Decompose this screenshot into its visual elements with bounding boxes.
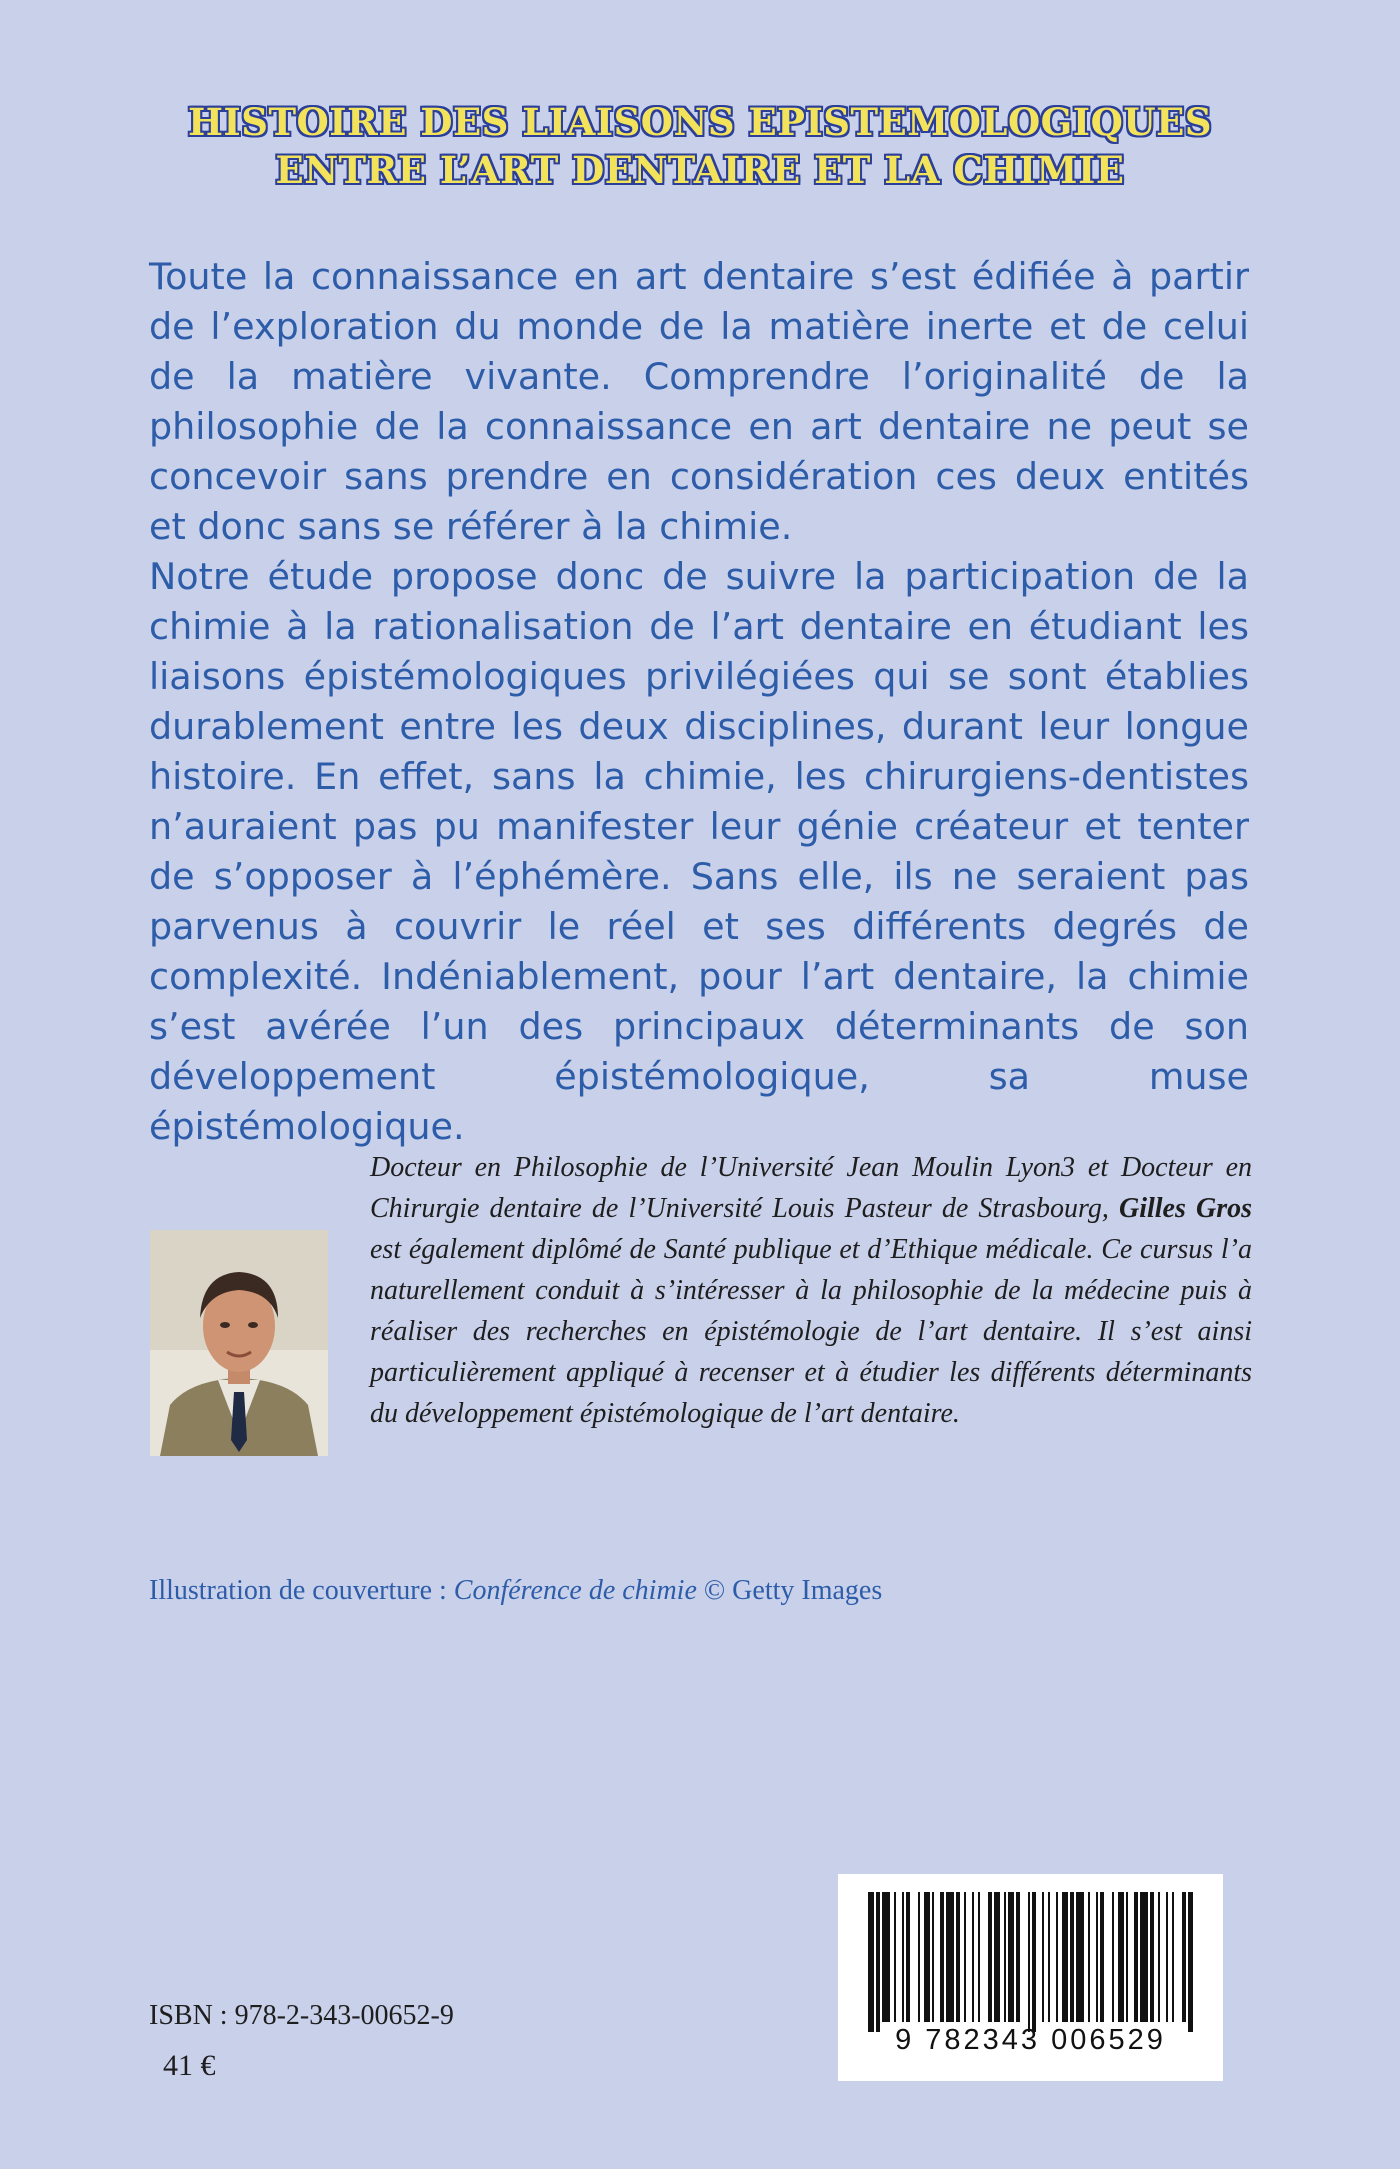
barcode-bar — [946, 1892, 954, 2022]
barcode-bar — [1042, 1892, 1044, 2022]
barcode-bar — [1008, 1892, 1014, 2022]
credit-label: Illustration de couverture : — [149, 1575, 454, 1606]
barcode-bar — [932, 1892, 934, 2022]
barcode-bar — [994, 1892, 1000, 2022]
credit-rights: © Getty Images — [696, 1575, 883, 1606]
barcode-bar — [1150, 1892, 1154, 2022]
barcode-bar — [1056, 1892, 1058, 2022]
barcode-bar — [956, 1892, 960, 2022]
barcode-bar — [972, 1892, 974, 2022]
barcode-bar — [1166, 1892, 1168, 2022]
barcode-bar — [882, 1892, 890, 2022]
barcode-bar — [1076, 1892, 1084, 2022]
title-line-2: ENTRE L’ART DENTAIRE ET LA CHIMIE — [275, 148, 1125, 192]
barcode-bar — [1088, 1892, 1090, 2022]
barcode-bar — [1062, 1892, 1068, 2022]
barcode-bar — [918, 1892, 920, 2022]
barcode-bar — [1070, 1892, 1074, 2022]
price: 41 € — [163, 2049, 216, 2082]
cover-credit — [149, 1575, 882, 1607]
barcode-bar — [876, 1892, 880, 2032]
barcode-bar — [902, 1892, 904, 2022]
author-biography — [370, 1147, 1252, 1434]
barcode-bar — [988, 1892, 992, 2022]
barcode-bar — [1172, 1892, 1174, 2022]
barcode-bar — [868, 1892, 874, 2032]
barcode-bar — [1100, 1892, 1104, 2022]
barcode-bar — [924, 1892, 930, 2022]
barcode-bar — [906, 1892, 910, 2022]
author-name: Gilles Gros — [1118, 1193, 1252, 1224]
barcode-bar — [940, 1892, 944, 2022]
barcode-bar — [894, 1892, 896, 2022]
blurb-paragraph-2: Notre étude propose donc de suivre la participation de la chimie à la rationalisation de l’art dentaire en étudiant les liaisons épistémologiques privilégiées qui se sont établies durablement entre les deux disciplines, durant leur longue histoire. En effet, sans la chimie, les chirurgiens-dentistes n’auraient pas pu manifester leur génie créateur et tenter de s’opposer à l’éphémère. Sans elle, ils ne seraient pas parvenus à couvrir le réel et ses différents degrés de complexité. Indéniablement, pour l’art dentaire, la chimie s’est avérée l’un des principaux déterminants de son développement épistémologique, sa muse épistémologique. — [149, 555, 1249, 1148]
barcode-bar — [1118, 1892, 1124, 2022]
bio-rest: est également diplômé de Santé publique et d’Ethique médicale. Ce cursus l’a naturellement conduit à s’intéresser à la philosophie de la médecine puis à réaliser des recherches en épistémologie de l’art dentaire. Il s’est ainsi particulièrement appliqué à recenser et à étudier les différents déterminants du développement épistémologique de l’art dentaire. — [370, 1234, 1252, 1429]
barcode-bar — [1182, 1892, 1186, 2022]
back-cover-blurb — [149, 252, 1249, 1152]
barcode-bar — [964, 1892, 966, 2022]
barcode-bar — [1188, 1892, 1193, 2032]
barcode-bar — [1096, 1892, 1098, 2022]
bio-intro: Docteur en Philosophie de l’Université Jean Moulin Lyon3 et Docteur en Chirurgie dentaire de l’Université Louis Pasteur de Strasbourg, — [370, 1152, 1252, 1224]
credit-work: Conférence de chimie — [453, 1575, 697, 1606]
barcode-bar — [1126, 1892, 1128, 2022]
barcode-bar — [1134, 1892, 1138, 2022]
barcode-bar — [978, 1892, 980, 2022]
barcode-bar — [1158, 1892, 1160, 2022]
barcode-bar — [1028, 1892, 1030, 2032]
author-portrait-illustration — [150, 1230, 328, 1456]
blurb-paragraph-1: Toute la connaissance en art dentaire s’est édifiée à partir de l’exploration du monde de la matière inerte et de celui de la matière vivante. Comprendre l’originalité de la philosophie de la connaissance en art dentaire ne peut se concevoir sans prendre en considération ces deux entités et donc sans se référer à la chimie. — [149, 255, 1249, 548]
author-photo — [150, 1230, 328, 1456]
title-line-1: HISTOIRE DES LIAISONS EPISTEMOLOGIQUES — [187, 100, 1213, 144]
barcode-digits: 9 782343 006529 — [895, 2024, 1166, 2056]
barcode-bar — [1048, 1892, 1050, 2022]
barcode-bar — [1140, 1892, 1148, 2022]
barcode-bar — [1016, 1892, 1020, 2022]
book-title — [0, 98, 1400, 194]
barcode-bar — [1112, 1892, 1114, 2022]
isbn: ISBN : 978-2-343-00652-9 — [149, 2000, 454, 2031]
barcode — [838, 1874, 1223, 2081]
barcode-bar — [1004, 1892, 1006, 2022]
barcode-bar — [1032, 1892, 1036, 2032]
